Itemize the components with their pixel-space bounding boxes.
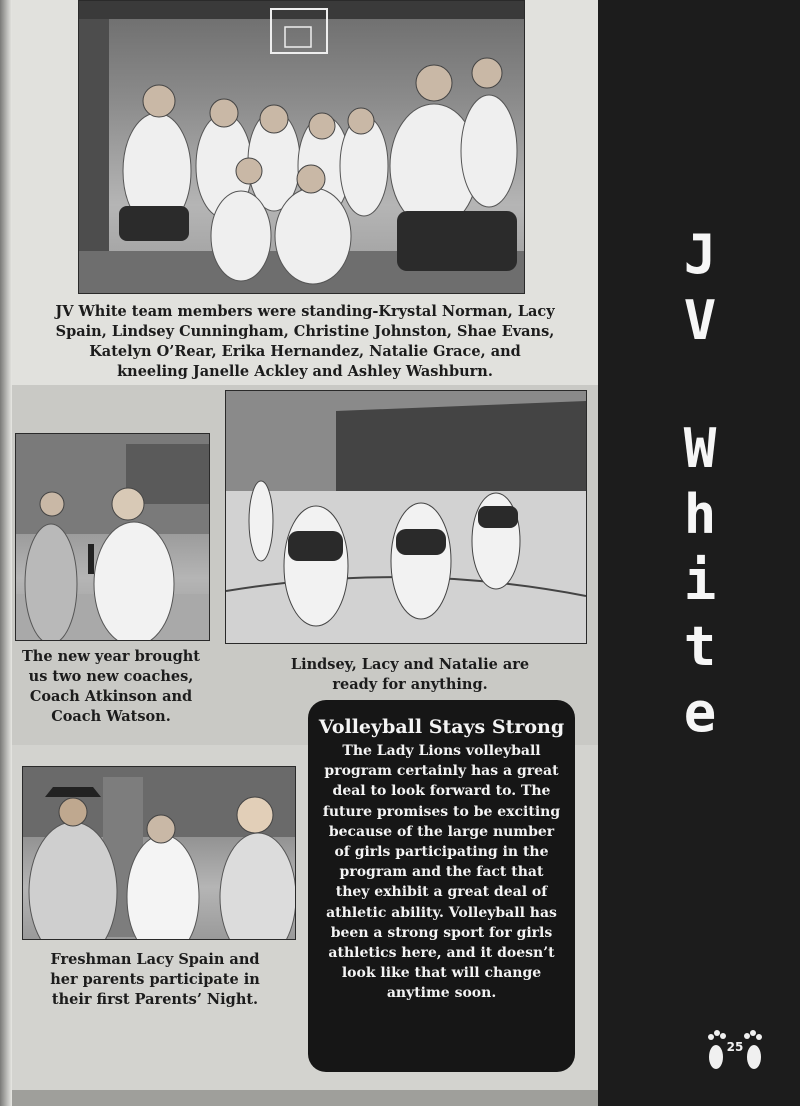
- title-letter: J: [683, 223, 717, 286]
- freshman-photo-caption: Freshman Lacy Spain and her parents participate in their first Parents’ Night.: [50, 951, 260, 1008]
- title-letter: h: [683, 483, 717, 546]
- story-title: Volleyball Stays Strong: [318, 716, 565, 738]
- title-letter: e: [683, 681, 717, 744]
- players-photo: [225, 390, 587, 644]
- story-box: [308, 700, 575, 1072]
- coaches-photo-caption: The new year brought us two new coaches, Coach Atkinson and Coach Watson.: [21, 648, 200, 725]
- section-title: [640, 222, 760, 746]
- players-photo-caption: Lindsey, Lacy and Natalie are ready for anything.: [290, 656, 530, 693]
- team-photo-caption: JV White team members were standing-Krystal Norman, Lacy Spain, Lindsey Cunningham, Christine Johnston, Shae Evans, Katelyn O’Rear, Erika Hernandez, Natalie Grace, and kneeling Janelle Ackley and Ashley Washburn.: [55, 303, 555, 380]
- title-letter: t: [683, 615, 717, 678]
- title-letter: V: [683, 289, 717, 352]
- page-number: 25: [726, 1040, 744, 1054]
- coaches-photo: [15, 433, 210, 641]
- page-bottom-strip: [12, 1090, 598, 1106]
- story-body: The Lady Lions volleyball program certainly has a great deal to look forward to. The future promises to be exciting because of the large number of girls participating in the program and the fact that they exhibit a great deal of athletic ability. Volleyball has been a strong sport for girls athletics here, and it doesn’t look like that will change anytime soon.: [322, 743, 561, 1002]
- title-letter: W: [683, 417, 717, 480]
- team-photo: [78, 0, 525, 294]
- page-binding-edge: [0, 0, 12, 1106]
- title-letter: i: [683, 549, 717, 612]
- freshman-photo: [22, 766, 296, 940]
